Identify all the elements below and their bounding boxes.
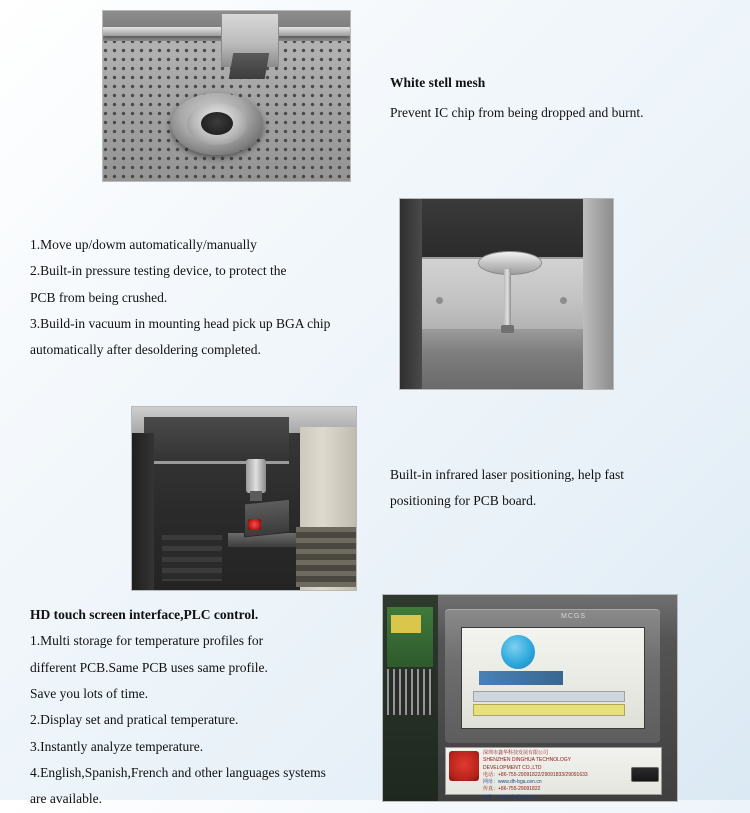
laser-right-slats	[296, 527, 357, 587]
usb-port[interactable]	[631, 767, 659, 782]
laser-module	[244, 499, 290, 538]
laser-left-slats	[162, 535, 222, 581]
screen-status-bar	[473, 691, 625, 702]
head-left-column	[400, 199, 422, 389]
feature-line: automatically after desoldering completed.	[30, 342, 261, 358]
nameplate-line: 网址：www.dh-bga.cen.cn	[483, 779, 542, 785]
feature-line: PCB from being crushed.	[30, 289, 168, 305]
usb-label: USB 2.0	[632, 755, 656, 761]
screen-yellow-tag	[391, 615, 421, 633]
screen-logo-icon	[501, 635, 535, 669]
laser-text-block	[390, 462, 710, 515]
nameplate-text	[483, 750, 605, 801]
touchscreen-text-block	[30, 602, 390, 813]
laser-upper-heater	[144, 417, 289, 464]
touchscreen-line: 1.Multi storage for temperature profiles for	[30, 633, 264, 649]
head-screw-right	[560, 297, 567, 304]
head-right-column	[583, 199, 613, 389]
head-shaft	[504, 269, 511, 327]
feature-line: 3.Build-in vacuum in mounting head pick up BGA chip	[30, 315, 331, 331]
head-screw-left	[436, 297, 443, 304]
mounting-head-photo	[399, 198, 614, 390]
laser-nozzle	[246, 459, 266, 493]
touchscreen-line: are available.	[30, 791, 102, 807]
white-steel-mesh-photo	[102, 10, 351, 182]
nameplate-line: web：www.sinobga.com	[483, 793, 538, 800]
laser-positioning-photo	[131, 406, 357, 591]
laser-line: Built-in infrared laser positioning, help fast	[390, 467, 624, 482]
screen-brand-label: MCGS	[561, 613, 586, 620]
screen-wire-bundle	[387, 669, 435, 715]
nameplate-line: SHENZHEN DINGHUA TECHNOLOGY DEVELOPMENT CO.,LTD	[483, 757, 571, 771]
nameplate-line: 传真：+86-755-29091822	[483, 786, 541, 793]
touchscreen-line: 4.English,Spanish,French and other languages systems	[30, 764, 326, 780]
nameplate-line: 深圳市鑫华科技发展有限公司	[483, 750, 549, 756]
head-shadow-band	[422, 329, 583, 389]
screen-highlight-bar	[473, 704, 625, 716]
laser-nozzle-tip	[250, 491, 262, 501]
laser-line: positioning for PCB board.	[390, 493, 537, 509]
head-top-block	[422, 199, 583, 257]
mesh-body: Prevent IC chip from being dropped and burnt.	[390, 105, 644, 121]
feature-line: 2.Built-in pressure testing device, to protect the	[30, 263, 287, 279]
laser-red-beam	[248, 519, 261, 530]
mesh-text-block	[390, 70, 730, 127]
feature-line: 1.Move up/dowm automatically/manually	[30, 237, 257, 252]
features-text-block	[30, 232, 390, 364]
touchscreen-line: 2.Display set and pratical temperature.	[30, 712, 239, 728]
touchscreen-line: different PCB.Same PCB uses same profile.	[30, 659, 268, 675]
touchscreen-line: Save you lots of time.	[30, 685, 149, 701]
mesh-ring-inner	[201, 112, 233, 135]
nameplate-line: 电话：+86-755-29091822/29091833/29091633	[483, 771, 588, 778]
touchscreen-line: 3.Instantly analyze temperature.	[30, 738, 204, 754]
screen-logo-text	[479, 671, 563, 685]
head-nozzle-tip	[501, 325, 514, 333]
laser-left-wall	[132, 433, 154, 590]
mesh-bracket-clamp	[229, 53, 270, 79]
touchscreen-heading: HD touch screen interface,PLC control.	[30, 607, 259, 622]
company-logo-icon	[449, 751, 479, 781]
mesh-heading: White stell mesh	[390, 75, 486, 90]
touch-screen-photo	[382, 594, 678, 802]
